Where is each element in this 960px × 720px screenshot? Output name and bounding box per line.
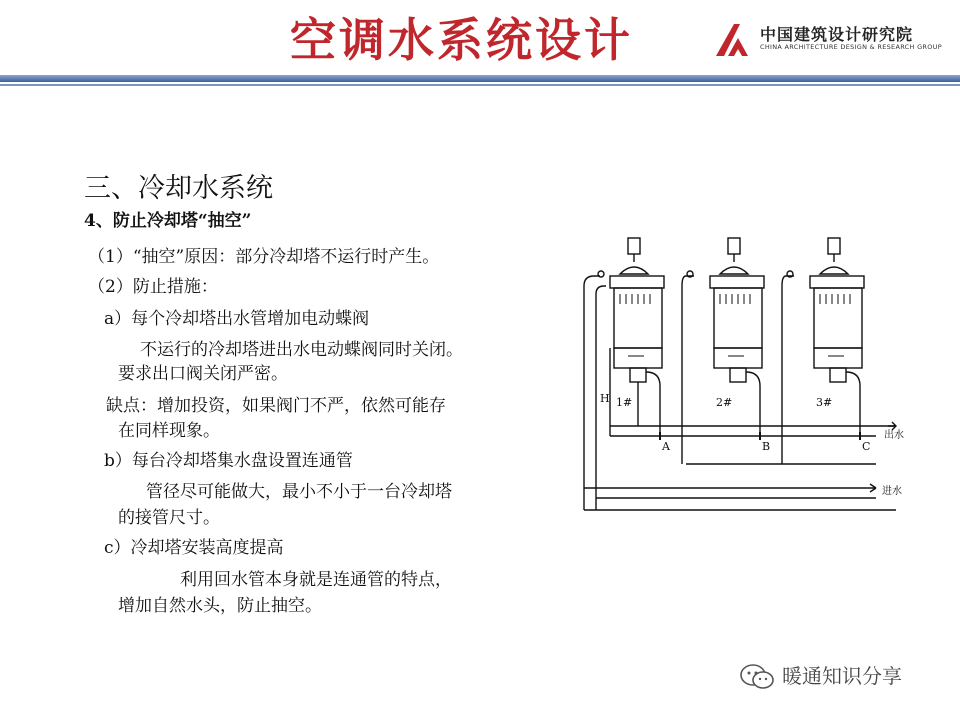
header-rule-thin [0,84,960,86]
valve-label: C [862,440,871,453]
watermark [738,662,938,692]
outlet-label: 出水 [884,430,904,441]
height-label: H [600,392,610,405]
item-a-title: a）每个冷却塔出水管增加电动蝶阀 [104,309,370,329]
chat-bubble-icon [738,662,776,692]
item-a-line2: 要求出口阀关闭严密。 [118,364,288,384]
header-rule [0,75,960,82]
logo-mark-icon [714,22,754,58]
item-a-drawback-line1: 缺点：增加投资，如果阀门不严，依然可能存 [106,396,446,416]
cooling-tower [782,238,864,464]
tower-label: 1# [616,396,633,409]
logo-name: 中国建筑设计研究院 [760,25,914,44]
inlet-label: 进水 [882,486,902,497]
watermark-text: 暖通知识分享 [782,664,902,688]
item-b-title: b）每台冷却塔集水盘设置连通管 [104,451,353,471]
topic-heading: 4、防止冷却塔“抽空” [84,211,252,231]
item-a-line1: 不运行的冷却塔进出水电动蝶阀同时关闭。 [140,340,463,360]
logo [712,20,942,60]
section-heading: 三、冷却水系统 [84,173,273,204]
logo-subtitle: CHINA ARCHITECTURE DESIGN & RESEARCH GROUP [760,43,942,51]
tower-label: 2# [716,396,733,409]
tower-label: 3# [816,396,833,409]
valve-label: A [662,440,670,453]
cooling-tower-diagram [576,236,912,520]
measures-heading: （2）防止措施： [88,277,218,297]
item-c-line1: 利用回水管本身就是连通管的特点， [180,570,452,590]
item-c-title: c）冷却塔安装高度提高 [104,538,284,558]
item-a-drawback-line2: 在同样现象。 [118,421,220,441]
slide-title: 空调水系统设计 [290,13,633,67]
cooling-tower [682,238,764,464]
item-b-line1: 管径尽可能做大，最小不小于一台冷却塔 [146,482,452,502]
valve-label: B [762,440,771,453]
reason-text: （1）“抽空”原因：部分冷却塔不运行时产生。 [88,247,440,267]
item-c-line2: 增加自然水头，防止抽空。 [118,596,322,616]
item-b-line2: 的接管尺寸。 [118,508,220,528]
